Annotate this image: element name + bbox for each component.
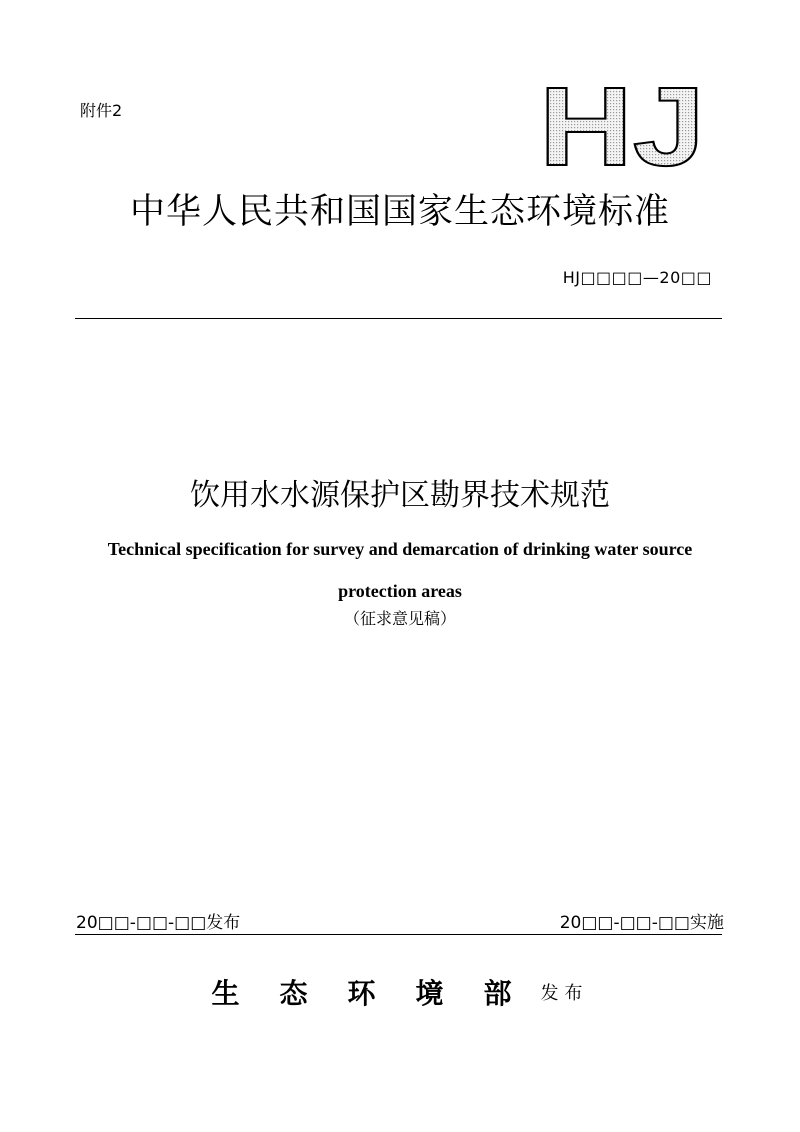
chinese-title: 饮用水水源保护区勘界技术规范 <box>190 478 610 513</box>
top-divider <box>75 318 722 319</box>
implementation-date: 20□□-□□-□□实施 <box>559 913 724 933</box>
draft-note: （征求意见稿） <box>343 609 456 628</box>
bottom-divider <box>75 934 722 935</box>
publisher-line <box>0 972 800 1012</box>
publisher-name: 生态环境部 <box>211 977 552 1010</box>
english-title: Technical specification for survey and demarcation of drinking water source protection areas <box>107 539 693 601</box>
attachment-label: 附件2 <box>80 101 123 120</box>
issue-date: 20□□-□□-□□发布 <box>76 913 241 933</box>
standard-number: HJ□□□□—20□□ <box>562 268 712 287</box>
hj-logo <box>538 82 706 168</box>
publish-word: 发布 <box>540 983 589 1004</box>
org-title: 中华人民共和国国家生态环境标准 <box>129 192 670 232</box>
hj-logo-text: HJ <box>539 82 705 168</box>
